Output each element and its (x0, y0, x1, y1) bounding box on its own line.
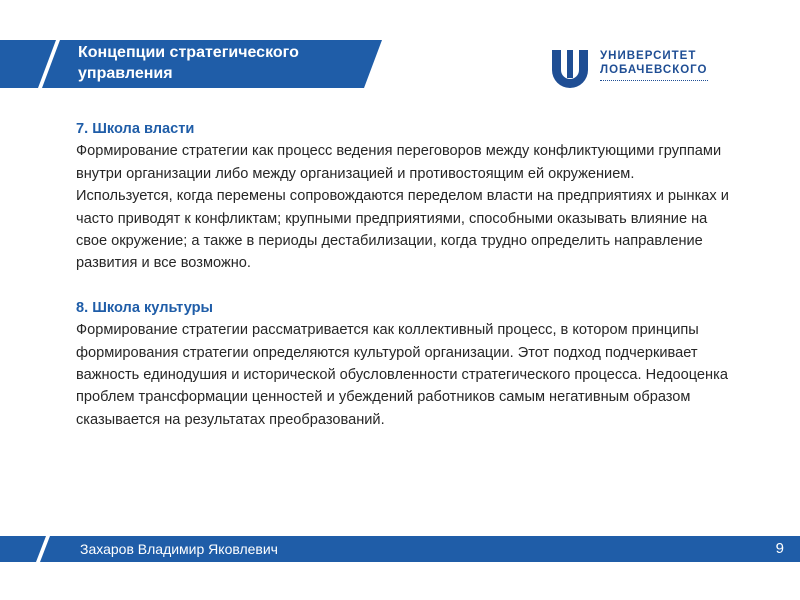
slide-title-line1: Концепции стратегического (78, 44, 299, 61)
university-emblem-icon (548, 46, 592, 90)
slide-content (76, 118, 736, 453)
footer-author: Захаров Владимир Яковлевич (80, 541, 278, 557)
section-paragraph: Используется, когда перемены сопровождаются переделом власти на предприятиях и рынках и часто приводят к конфликтам; крупными предприятиями, способными оказывать влияние на свое окружение; а также в периоды дестабилизации, когда трудно определить направление развития и все возможно. (76, 188, 729, 272)
section-title: 8. Школа культуры (76, 299, 213, 316)
section-title: 7. Школа власти (76, 121, 195, 137)
slide-title (78, 42, 378, 84)
section-paragraph: Формирование стратегии как процесс ведения переговоров между конфликтующими группами внутри организации либо между организацией и противостоящим ей окружением. (76, 143, 722, 182)
university-logo (548, 46, 718, 90)
slide-title-line2: управления (78, 65, 173, 82)
page-number: 9 (775, 540, 784, 557)
logo-text-line2: ЛОБАЧЕВСКОГО (600, 64, 708, 76)
section-power-school (76, 118, 736, 275)
section-paragraph: Формирование стратегии рассматривается как коллективный процесс, в котором принципы формирования стратегии определяются культурой организации. Этот подход подчеркивает важность единодушия и исторической обусловленности стратегического процесса. Недооценка проблем трансформации ценностей и убеждений работников самым негативным образом сказывается на результатах преобразований. (76, 322, 728, 428)
logo-text-line1: УНИВЕРСИТЕТ (600, 50, 697, 62)
logo-subtitle-decoration (600, 80, 708, 83)
footer-band (0, 536, 800, 562)
section-culture-school (76, 297, 736, 431)
